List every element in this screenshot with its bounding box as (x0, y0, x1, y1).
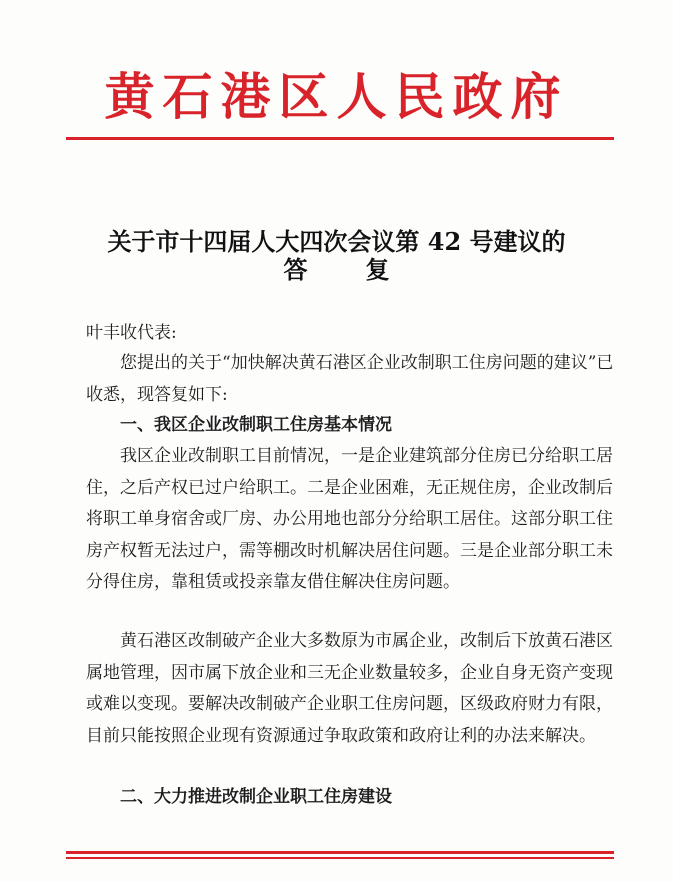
paragraph-intro: 您提出的关于“加快解决黄石港区企业改制职工住房问题的建议”已收悉，现答复如下: (86, 353, 614, 405)
section-heading-1: 一、我区企业改制职工住房基本情况 (120, 415, 392, 435)
paragraph-current-situation: 我区企业改制职工目前情况，一是企业建筑部分住房已分给职工居住，之后产权已过户给职工。二是企业困难，无正规住房，企业改制后将职工单身宿舍或厂房、办公用地也部分分给职工居住。这部分职工住房产权暂无法过户，需等棚改时机解决居住问题。三是企业部分职工未分得住房，靠租赁或投亲靠友借住解决住房问题。 (86, 446, 613, 592)
masthead-org-name: 黄石港区人民政府 (104, 67, 569, 126)
masthead-red-rule (66, 137, 614, 140)
salutation: 叶丰收代表: (86, 323, 177, 343)
document-title-line1: 关于市十四届人大四次会议第 42 号建议的 (107, 227, 566, 256)
title-char-fu: 复 (365, 255, 390, 284)
footer-red-rule-thin (66, 857, 614, 859)
section-heading-2: 二、大力推进改制企业职工住房建设 (120, 787, 392, 807)
footer-red-rule-thick (66, 851, 614, 854)
title-char-da: 答 (283, 255, 308, 284)
paragraph-enterprise-background: 黄石港区改制破产企业大多数原为市属企业，改制后下放黄石港区属地管理，因市属下放企业和三无企业数量较多，企业自身无资产变现或难以变现。要解决改制破产企业职工住房问题，区级政府财力有限，目前只能按照企业现有资源通过争取政策和政府让利的办法来解决。 (86, 631, 613, 746)
document-title-line2 (60, 250, 613, 285)
